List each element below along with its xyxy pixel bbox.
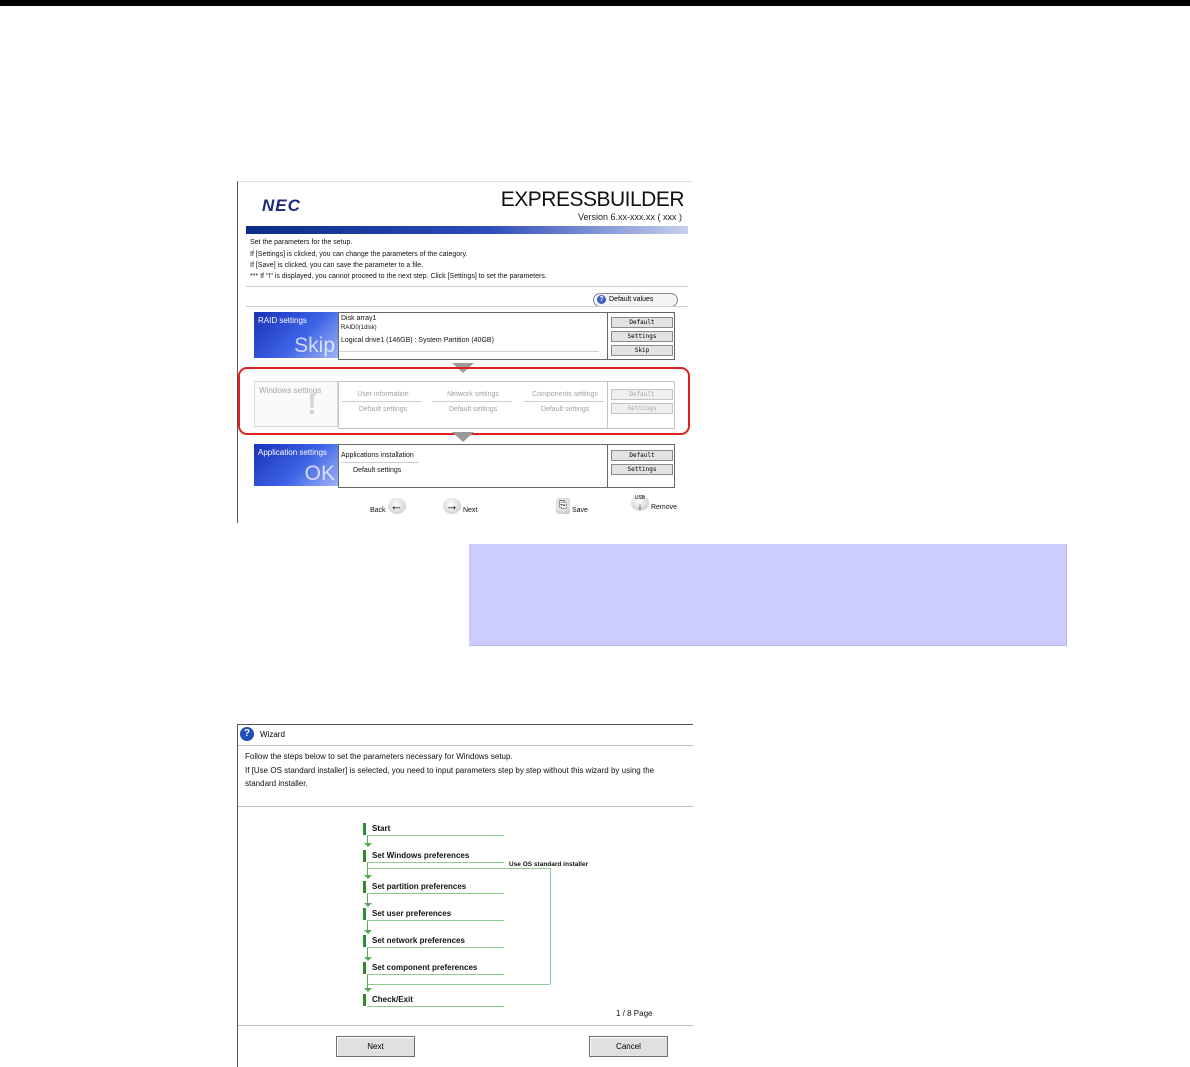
flow-arrow-down <box>452 432 474 442</box>
raid-settings-category <box>254 312 338 358</box>
wizard-title: Wizard <box>260 730 285 739</box>
nec-logo: NEC <box>262 196 301 215</box>
raid-info-box <box>338 312 608 360</box>
network-settings-title: Network settings <box>447 391 499 398</box>
next-label: Next <box>462 507 478 514</box>
arrow-left-icon: ← <box>388 498 406 514</box>
wizard-flowchart <box>359 821 589 1017</box>
user-information-value: Default settings <box>358 406 408 413</box>
application-settings-button[interactable]: Settings <box>611 464 673 475</box>
windows-settings-button[interactable]: Settings <box>611 403 673 414</box>
next-button[interactable] <box>443 498 477 514</box>
branch-label: Use OS standard installer <box>509 861 589 868</box>
question-icon: ? <box>240 727 254 741</box>
divider <box>246 306 688 307</box>
expressbuilder-window <box>237 181 692 523</box>
components-settings-title: Components settings <box>532 391 598 398</box>
wizard-window <box>237 724 693 1067</box>
components-settings-value: Default settings <box>540 406 590 413</box>
step-check-exit: Check/Exit <box>372 995 413 1004</box>
wizard-next-button[interactable]: Next <box>336 1036 415 1057</box>
network-settings-value: Default settings <box>448 406 498 413</box>
product-title: EXPRESSBUILDER <box>500 188 684 211</box>
step-component-preferences: Set component preferences <box>372 963 478 972</box>
applications-installation-title: Applications installation <box>341 452 414 459</box>
step-windows-preferences: Set Windows preferences <box>372 851 470 860</box>
raid-default-button[interactable]: Default <box>611 317 673 328</box>
application-category-label: Application settings <box>258 448 327 457</box>
raid-disk-array: Disk array1 <box>341 315 377 322</box>
remove-button[interactable] <box>631 495 677 511</box>
save-button[interactable] <box>556 498 588 514</box>
raid-category-label: RAID settings <box>258 316 307 325</box>
application-default-button[interactable]: Default <box>611 450 673 461</box>
wizard-description: standard installer. <box>245 779 308 788</box>
wizard-cancel-button[interactable]: Cancel <box>589 1036 668 1057</box>
application-button-group <box>607 444 675 488</box>
raid-logical-drive: Logical drive1 (146GB) : System Partition (40GB) <box>341 337 494 344</box>
wizard-description: If [Use OS standard installer] is selected, you need to input parameters step by step without this wizard by using the <box>245 766 655 775</box>
applications-installation-value: Default settings <box>353 467 402 474</box>
save-icon: ⎘ <box>556 498 570 514</box>
note-box <box>469 544 1067 646</box>
windows-category-label: Windows settings <box>259 386 322 395</box>
version-text: Version 6.xx-xxx.xx ( xxx ) <box>577 212 682 222</box>
divider <box>238 806 693 807</box>
default-values-label: Default values <box>609 296 654 303</box>
default-values-button[interactable] <box>593 293 678 307</box>
usb-remove-icon: USB ↓ <box>631 495 649 511</box>
wizard-description: Follow the steps below to set the parameters necessary for Windows setup. <box>245 752 513 761</box>
instruction-line: If [Save] is clicked, you can save the parameter to a file. <box>250 262 424 269</box>
step-network-preferences: Set network preferences <box>372 936 465 945</box>
help-icon: ? <box>597 295 606 304</box>
page-top-rule <box>0 0 1190 6</box>
step-partition-preferences: Set partition preferences <box>372 882 467 891</box>
raid-settings-button[interactable]: Settings <box>611 331 673 342</box>
remove-label: Remove <box>650 504 678 511</box>
windows-default-button[interactable]: Default <box>611 389 673 400</box>
raid-skip-button[interactable]: Skip <box>611 345 673 356</box>
highlight-frame <box>238 367 690 435</box>
warning-exclamation: ! <box>307 388 317 421</box>
raid-button-group <box>607 312 675 360</box>
application-info-box <box>338 444 608 488</box>
divider <box>238 1025 693 1026</box>
instruction-line: Set the parameters for the setup. <box>250 239 353 246</box>
back-label: Back <box>370 507 386 514</box>
application-status: OK <box>304 462 335 485</box>
wizard-header <box>238 725 693 746</box>
step-user-preferences: Set user preferences <box>372 909 452 918</box>
raid-status: Skip <box>294 334 335 357</box>
user-information-title: User information <box>357 391 409 398</box>
divider <box>246 286 688 287</box>
back-button[interactable] <box>370 498 406 514</box>
header-band <box>246 226 688 234</box>
save-label: Save <box>571 507 588 514</box>
page-indicator: 1 / 8 Page <box>616 1009 653 1018</box>
arrow-right-icon: → <box>443 498 461 514</box>
step-start: Start <box>372 824 391 833</box>
application-settings-category <box>254 444 338 486</box>
raid-level: RAID0(1disk) <box>341 325 377 331</box>
instruction-line: *** If "!" is displayed, you cannot proceed to the next step. Click [Settings] to set the parameters. <box>250 273 547 280</box>
instruction-line: If [Settings] is clicked, you can change the parameters of the category. <box>250 251 468 258</box>
